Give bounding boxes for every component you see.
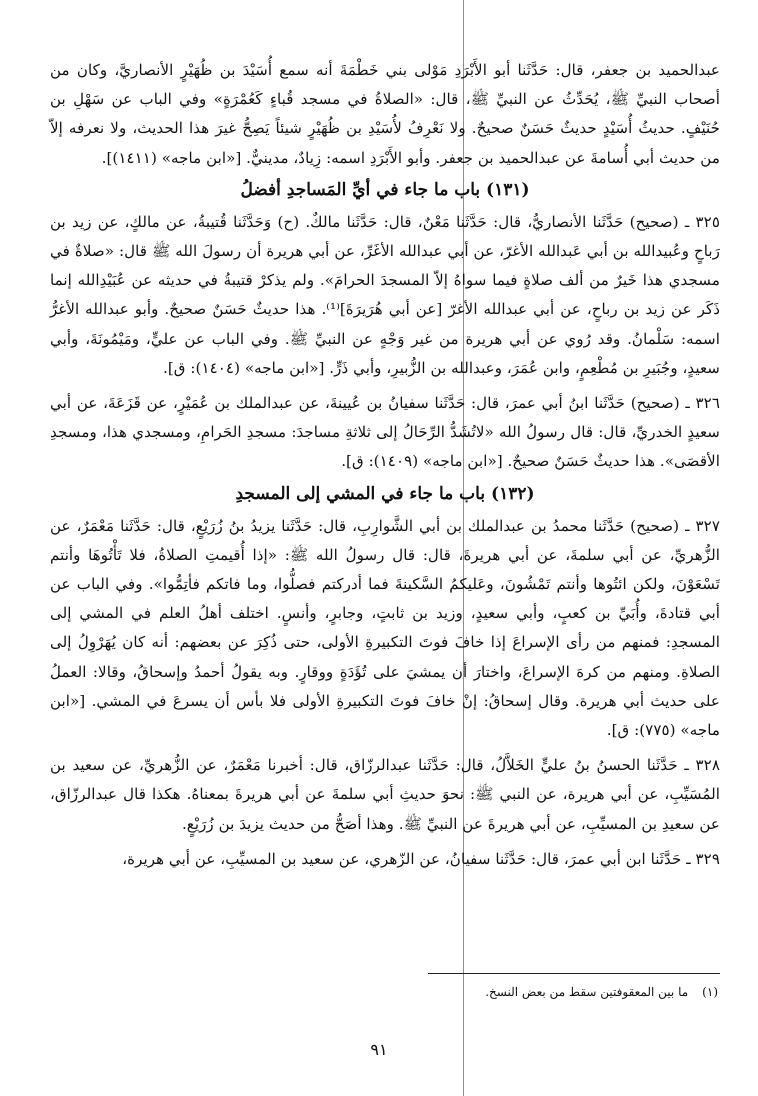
footnote-separator xyxy=(428,973,720,974)
hadith-paragraph: عبدالحميد بن جعفر، قال: حَدَّثَنا أبو الأَبْرَدِ مَوْلى بني خَطْمَةَ أنه سمع أُسَيْدَ بن ظُهَيْرٍ الأنصاريَّ، وكان من أصحاب النبيِّ ﷺ، يُحَدِّثُ عن النبيِّ ﷺ، قال: «الصلاةُ في مسجد قُباءٍ كَعُمْرَةٍ» وفي الباب عن سَهْلِ بن حُنَيْفٍ. حديثُ أُسَيْدٍ حديثٌ حَسَنٌ صحيحٌ. ولا نَعْرِفُ لأُسَيْدِ بن ظُهَيْرٍ شيئاً يَصِحُّ غيرَ هذا الحديث، ولا نعرفه إلاّ من حديث أبي أُسامةَ عن عبدالحميد بن جعفر. وأبو الأَبْرَدِ اسمه: زِيادٌ، مدينيٌّ. [«ابن ماجه» (١٤١١)]. xyxy=(50,61,720,167)
hadith-paragraph: ٣٢٥ ـ (صحيح) حَدَّثَنا الأنصاريُّ، قال: حَدَّثَنا مَعْنٌ، قال: حَدَّثَنا مالكٌ. (ح) وَحَدَّثَنا قُتيبةُ، عن مالكٍ، عن زيد بن رَباحٍ وعُبيدالله بن أبي عَبدالله الأغرّ، عن أبي عبدالله الأغَرِّ، عن أبي هريرة أن رسولَ الله ﷺ قال: «صلاةٌ في مسجدي هذا خَيرٌ من ألف صلاةٍ فيما سواهُ إلاّ المسجدَ الحرامَ». ولم يذكرْ قتيبةُ في حديثه عن عُبَيْدِالله إنما ذَكَر عن زيد بن رباحٍ، عن أبي عبدالله الأغرّ [عن أبي هُرَيرَةَ]⁽¹⁾. هذا حديثٌ حَسَنٌ صحيحٌ. وأبو عبدالله الأغرُّ اسمه: سَلْمانُ. وقد رُوي عن أبي هريرة من غير وَجْهٍ عن النبيِّ ﷺ. وفي الباب عن عليٍّ، ومَيْمُونَةَ، وأبي سعيدٍ، وجُبَيرِ بن مُطْعِمٍ، وابن عُمَرَ، وعبدالله بن الزُّبيرِ، وأبي ذَرٍّ. [«ابن ماجه» (١٤٠٤): ق]. xyxy=(50,212,720,377)
footnote xyxy=(38,985,718,999)
section-heading: (١٣١) باب ما جاء في أيِّ المَساجدِ أفضلُ xyxy=(240,179,530,200)
section-heading: (١٣٢) باب ما جاء في المشي إلى المسجدِ xyxy=(235,483,535,504)
hadith-paragraph: ٣٢٧ ـ (صحيح) حَدَّثَنا محمدُ بن عبدالملك بن أبي الشَّوارِبِ، قال: حَدَّثَنا يزيدُ بنُ زُرَيْعٍ، قال: حَدَّثَنا مَعْمَرٌ، عن الزُّهريِّ، عن أبي سلمةَ، عن أبي هريرةَ، قال: قال رسولُ الله ﷺ: «إذا أُقيمتِ الصلاةُ، فلا تَأْتُوهَا وأنتم تَسْعَوْنَ، ولكن ائتُوها وأنتم تَمْشُونَ، وعَليكمُ السَّكينةَ فما أدركتم فصلُّوا، وما فاتكم فأتِمُّوا». وفي الباب عن أبي قتادةَ، وأُبَيِّ بن كعبٍ، وأبي سعيدٍ، وزيد بن ثابتٍ، وجابرٍ، وأنسٍ. اختلف أهلُ العلم في المشي إلى المسجدِ: فمنهم من رأى الإسراعَ إذا خافَ فوتَ التكبيرةِ الأولى، حتى ذُكِرَ عن بعضهم: أنه كان يُهَرْوِلُ إلى الصلاةِ. ومنهم من كرهَ الإسراعَ، واختارَ أن يمشيَ على تُؤَدَةٍ ووقارٍ. وبه يقولُ أحمدُ وإسحاقُ، وقالا: العملُ على حديث أبي هريرة. وقال إسحاقُ: إنْ خافَ فوتَ التكبيرةِ الأولى فلا بأس أن يسرعَ في المشي. [«ابن ماجه» (٧٧٥): ق]. xyxy=(50,516,720,740)
footnote-text: ما بين المعقوفتين سقط من بعض النسخ. xyxy=(485,985,689,999)
hadith-paragraph: ٣٢٩ ـ حَدَّثَنا ابن أبي عمرَ، قال: حَدَّثَنا سفيانُ، عن الزّهري، عن سعيد بن المسيِّبِ، عن أبي هريرة، xyxy=(122,849,720,868)
page-body xyxy=(50,56,720,874)
hadith-paragraph: ٣٢٦ ـ (صحيح) حَدَّثَنا ابنُ أبي عمرَ، قال: حَدَّثَنا سفيانُ بن عُيينةَ، عن عبدالملك بن عُمَيْرٍ، عن قَزَعَةَ، عن أبي سعيدٍ الخدريِّ، قال: قال رسولُ الله «لاتُشَدُّ الرِّحَالُ إلى ثلاثةِ مساجدَ: مسجدِ الحَرامِ، ومسجدي هذا، ومسجدِ الأقصَى». هذا حديثٌ حَسَنٌ صحيحٌ. [«ابن ماجه» (١٤٠٩): ق]. xyxy=(50,394,720,471)
page-number: ٩١ xyxy=(370,1040,388,1059)
footnote-marker: (١) xyxy=(702,985,718,999)
hadith-paragraph: ٣٢٨ ـ حَدَّثَنا الحسنُ بنُ عليٍّ الخَلاَّلُ، قال: حَدَّثَنا عبدالرزّاق، قال: أخبرنا مَعْمَرٌ، عن الزُّهريِّ، عن سعيد بن المُسَيِّبِ، عن أبي هريرة، عن النبي ﷺ: نحوَ حديثِ أبي سلمةَ عن أبي هريرةَ بمعناهُ. هكذا قال عبدالرزّاق، عن سعيدِ بن المسيِّبِ، عن أبي هريرةَ عن النبيِّ ﷺ. وهذا أصَحُّ من حديث يزيدَ بن زُرَيْعٍ. xyxy=(50,756,720,833)
